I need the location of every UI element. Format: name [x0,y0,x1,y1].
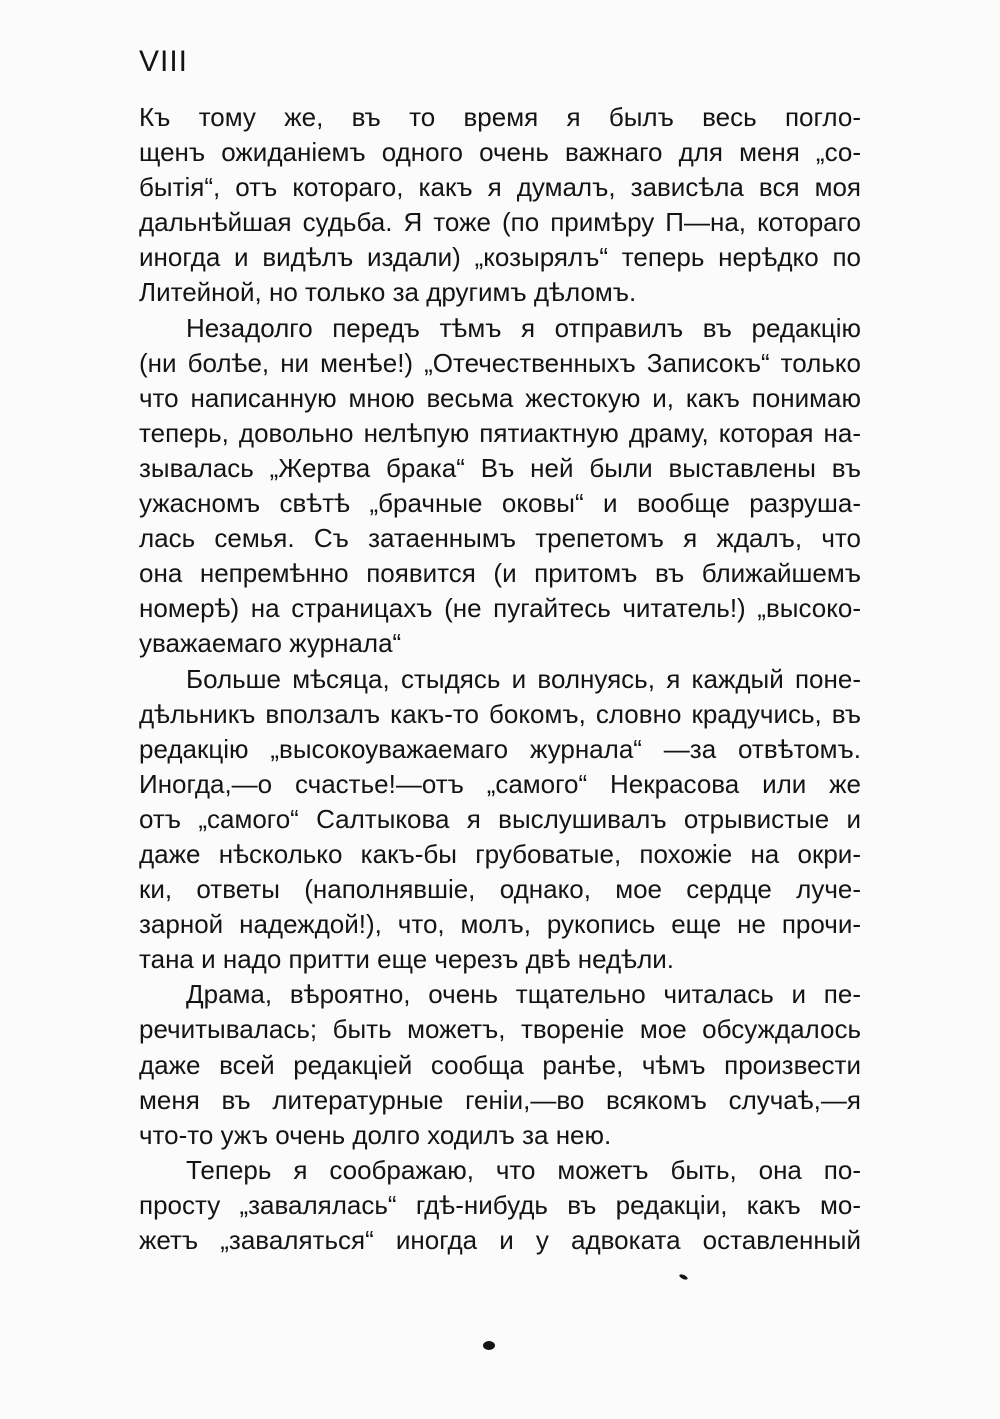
text-line: Теперь я соображаю, что можетъ быть, она по- [186,1154,861,1185]
page-number: VIII [139,45,189,78]
text-line: дальнѣйшая судьба. Я тоже (по примѣру П—на, котораго [139,207,861,238]
text-line: отъ „самого“ Салтыкова я выслушивалъ отрывистые и [139,803,861,834]
text-line: Незадолго передъ тѣмъ я отправилъ въ редакцію [186,312,861,343]
text-line: что написанную мною весьма жестокую и, какъ понимаю [139,382,861,413]
text-line: (ни болѣе, ни менѣе!) „Отечественныхъ Записокъ“ только [139,347,861,378]
text-line: Иногда,—о счастье!—отъ „самого“ Некрасова или же [139,768,861,799]
text-line: щенъ ожиданіемъ одного очень важнаго для меня „со- [139,137,861,168]
text-line: Къ тому же, въ то время я былъ весь погло- [139,102,861,132]
text-line: теперь, довольно нелѣпую пятиактную драму, которая на- [139,417,861,448]
text-line: Драма, вѣроятно, очень тщательно читалась и пе- [186,979,861,1010]
text-line: речитывалась; быть можетъ, твореніе мое обсуждалось [139,1014,861,1045]
body-text [139,100,861,1258]
text-line: что-то ужъ очень долго ходилъ за нею. [139,1119,612,1150]
text-line: номерѣ) на страницахъ (не пугайтесь читатель!) „высоко- [139,593,861,624]
text-line: редакцію „высокоуважаемаго журнала“ —за отвѣтомъ. [139,733,861,764]
text-line: Литейной, но только за другимъ дѣломъ. [139,277,637,308]
text-line: меня въ литературные геніи,—во всякомъ случаѣ,—я [139,1084,861,1115]
ink-speck [679,1273,689,1280]
text-line: ужасномъ свѣтѣ „брачные оковы“ и вообще разруша- [139,488,861,519]
text-line: жетъ „заваляться“ иногда и у адвоката оставленный [139,1225,861,1255]
text-line: тана и надо притти еще черезъ двѣ недѣли. [139,944,674,975]
text-line: уважаемаго журнала“ [139,628,402,659]
ink-speck [483,1341,495,1350]
text-line: бытія“, отъ котораго, какъ я думалъ, зависѣла вся моя [139,172,861,203]
text-line: просту „завалялась“ гдѣ-нибудь въ редакціи, какъ мо- [139,1189,861,1220]
text-line: ки, ответы (наполнявшіе, однако, мое сердце луче- [139,874,861,905]
text-line: Больше мѣсяца, стыдясь и волнуясь, я каждый поне- [186,663,861,694]
text-line: дѣльникъ вползалъ какъ-то бокомъ, словно крадучись, въ [139,698,861,729]
text-line: даже всей редакціей сообща ранѣе, чѣмъ произвести [139,1049,861,1080]
text-line: зарной надеждой!), что, молъ, рукопись еще не прочи- [139,909,861,940]
text-line: зывалась „Жертва брака“ Въ ней были выставлены въ [139,452,861,483]
text-line: иногда и видѣлъ издали) „козырялъ“ теперь нерѣдко по [139,242,861,273]
text-line: она непремѣнно появится (и притомъ въ ближайшемъ [139,558,861,589]
text-line: лась семья. Съ затаеннымъ трепетомъ я ждалъ, что [139,523,861,554]
text-line: даже нѣсколько какъ-бы грубоватые, похожіе на окри- [139,838,861,869]
